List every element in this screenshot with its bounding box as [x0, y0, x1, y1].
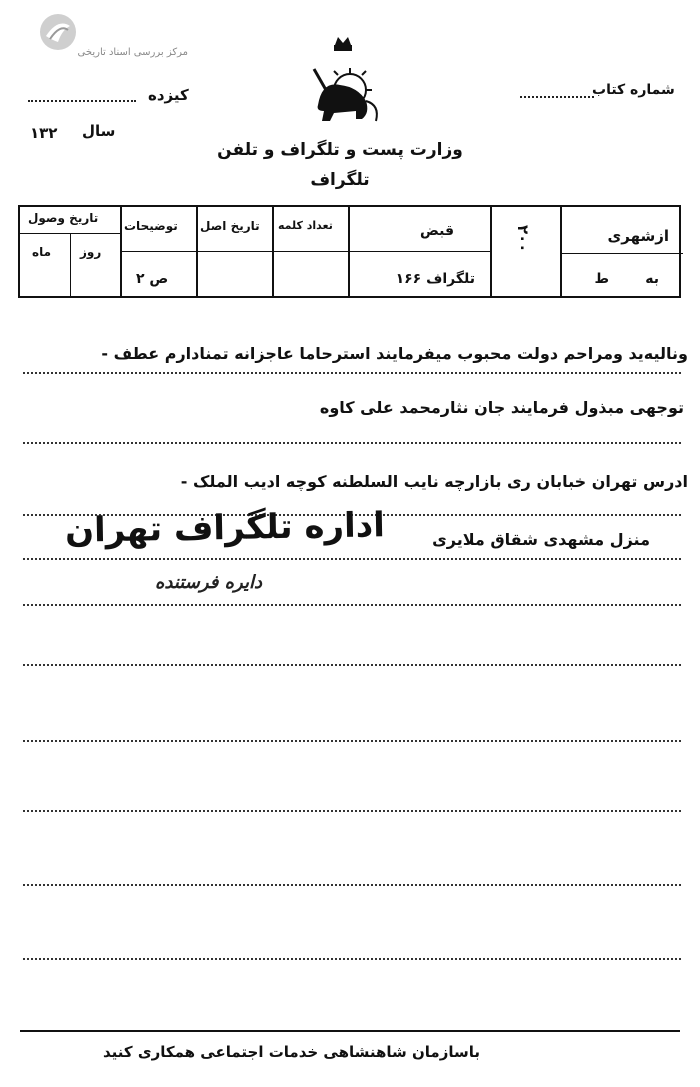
- word-count-label: تعداد کلمه: [278, 219, 333, 232]
- table-subline: [560, 253, 683, 254]
- dotted-rule: [23, 740, 681, 742]
- letter-number-label: شماره کتاب: [592, 82, 675, 98]
- message-line-2: توجهی مبذول فرمایند جان نثارمحمد علی کاوه: [319, 398, 684, 417]
- from-city-label: ازشهری: [607, 227, 669, 245]
- kizedeh-dotted-field: [28, 100, 136, 102]
- message-line-3: ادرس تهران خبابان ری بازارچه نایب السلطنه کوچه ادیب الملک -: [180, 472, 688, 491]
- telegram-number: ۲۰۰: [514, 225, 532, 253]
- footer-rule: [20, 1030, 680, 1032]
- arrival-date-label: تاریخ وصول: [28, 211, 99, 225]
- dotted-rule: [23, 442, 681, 444]
- lion-and-sun-emblem-icon: [300, 35, 386, 135]
- footer-slogan: باسازمان شاهنشاهی خدمات اجتماعی همکاری کنید: [103, 1043, 480, 1061]
- table-subline: [120, 251, 490, 252]
- dotted-rule: [23, 884, 681, 886]
- kizedeh-label: کیزده: [148, 86, 189, 104]
- table-column-divider: [560, 207, 562, 296]
- table-subdivider: [70, 233, 71, 296]
- dotted-rule: [23, 558, 681, 560]
- receipt-value: تلگراف ۱۶۶: [395, 271, 475, 287]
- to-prefix: به: [645, 271, 659, 287]
- telegram-header-table: [18, 205, 681, 298]
- original-date-label: تاریخ اصل: [200, 219, 260, 233]
- dotted-rule: [23, 810, 681, 812]
- dotted-rule: [23, 958, 681, 960]
- sender-signature: دایره فرستنده: [155, 572, 263, 593]
- year-label: سال: [82, 122, 116, 140]
- letter-number-dotted-field: [520, 96, 594, 98]
- ministry-heading: وزارت پست و تلگراف و تلفن: [217, 140, 463, 160]
- notes-label: توضیحات: [124, 219, 178, 233]
- document-title: تلگراف: [310, 170, 370, 190]
- message-line-1: ونالیه‌ید ومراحم دولت محبوب میفرمایند استرحاما عاجزانه تمنادارم عطف -: [101, 344, 688, 363]
- message-line-4: منزل مشهدی شقاق ملایری: [432, 530, 650, 549]
- watermark-logo-icon: [38, 12, 78, 52]
- day-label: روز: [80, 245, 102, 259]
- year-value: ۱۳۲: [30, 124, 58, 142]
- dotted-rule: [23, 664, 681, 666]
- dotted-rule: [23, 604, 681, 606]
- telegraph-office-stamp: اداره تلگراف تهران: [64, 505, 386, 551]
- receipt-label: قبض: [420, 223, 454, 239]
- table-column-divider: [490, 207, 492, 296]
- notes-value: ص ۲: [136, 271, 169, 287]
- to-code: ط: [594, 271, 609, 287]
- watermark-text: مرکز بررسی اسناد تاریخی: [77, 47, 188, 58]
- dotted-rule: [23, 372, 681, 374]
- month-label: ماه: [32, 245, 52, 259]
